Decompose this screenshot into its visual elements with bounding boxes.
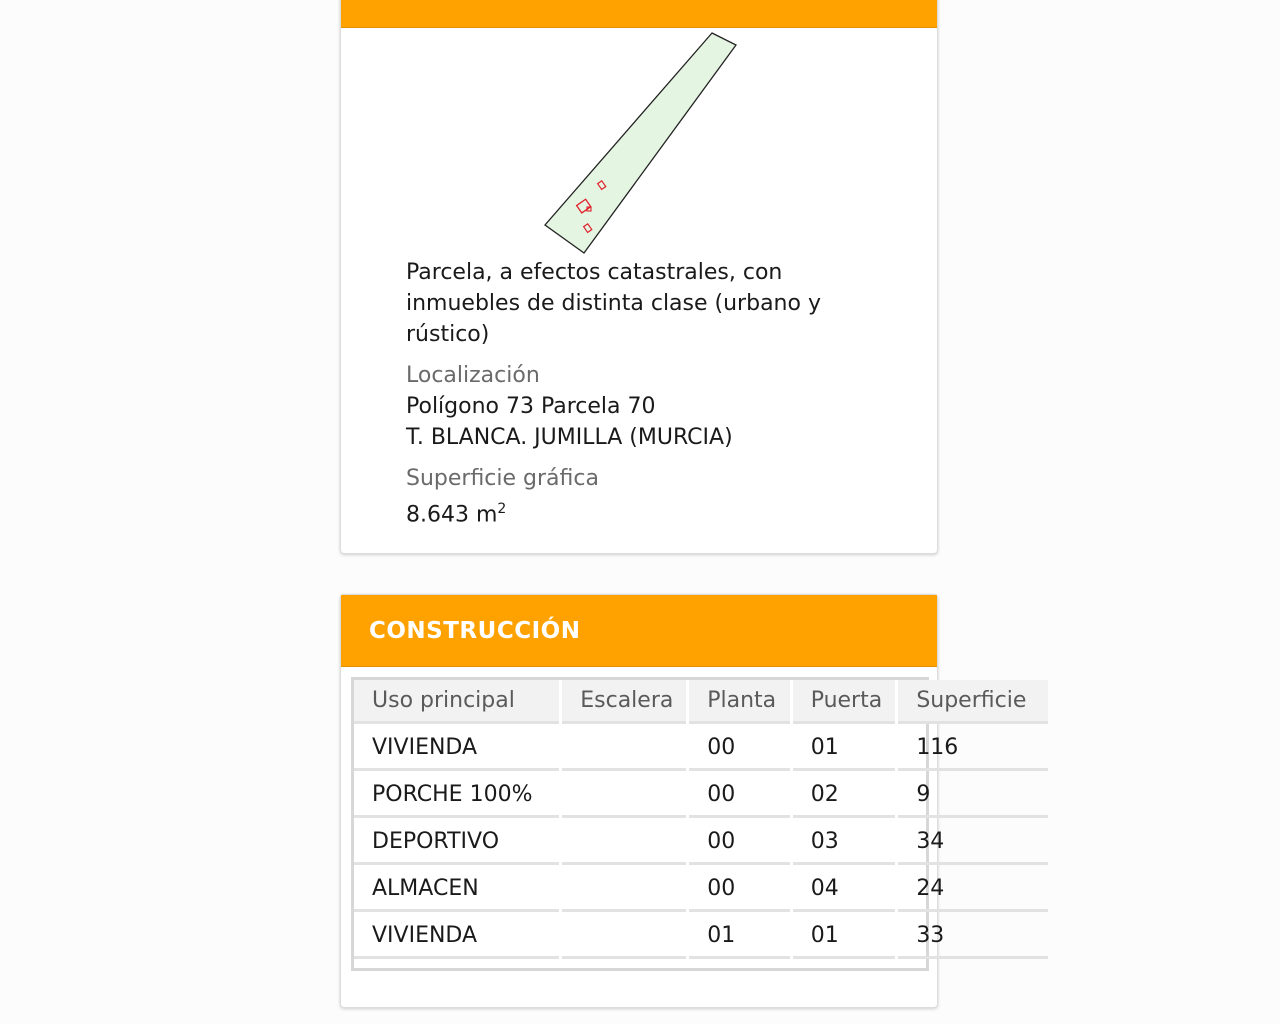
cell-superficie: 116 xyxy=(898,727,1048,771)
cell-puerta: 04 xyxy=(793,868,896,912)
table-row xyxy=(354,774,1048,818)
parcel-info xyxy=(406,257,876,540)
construction-table xyxy=(351,677,1051,962)
cell-puerta: 01 xyxy=(793,915,896,959)
location-value xyxy=(406,391,876,453)
cell-planta: 00 xyxy=(689,727,789,771)
area-label: Superficie gráfica xyxy=(406,466,599,491)
cell-superficie: 9 xyxy=(898,774,1048,818)
parcel-card xyxy=(340,0,938,554)
cell-superficie: 33 xyxy=(898,915,1048,959)
cell-planta: 00 xyxy=(689,868,789,912)
location-label: Localización xyxy=(406,363,540,388)
table-row xyxy=(354,868,1048,912)
cell-uso: VIVIENDA xyxy=(354,727,559,771)
construction-header xyxy=(341,595,937,667)
table-row xyxy=(354,727,1048,771)
cell-uso: VIVIENDA xyxy=(354,915,559,959)
cell-puerta: 03 xyxy=(793,821,896,865)
cell-uso: DEPORTIVO xyxy=(354,821,559,865)
cell-escalera xyxy=(562,774,686,818)
table-header-row xyxy=(354,680,1048,724)
location-line2: T. BLANCA. JUMILLA (MURCIA) xyxy=(406,425,733,450)
col-header-escalera: Escalera xyxy=(562,680,686,724)
col-header-planta: Planta xyxy=(689,680,789,724)
cell-superficie: 24 xyxy=(898,868,1048,912)
construction-table-scroll[interactable] xyxy=(351,677,1027,971)
parcel-description: Parcela, a efectos catastrales, con inmuebles de distinta clase (urbano y rústico) xyxy=(406,260,821,347)
area-number: 8.643 m xyxy=(406,502,498,528)
construction-card xyxy=(340,594,1027,1008)
cell-puerta: 02 xyxy=(793,774,896,818)
cell-uso: ALMACEN xyxy=(354,868,559,912)
cell-planta: 00 xyxy=(689,821,789,865)
location-line1: Polígono 73 Parcela 70 xyxy=(406,394,656,419)
cell-planta: 01 xyxy=(689,915,789,959)
area-unit-exponent: 2 xyxy=(497,501,507,517)
cell-planta: 00 xyxy=(689,774,789,818)
parcel-card-header xyxy=(341,0,937,28)
cell-escalera xyxy=(562,868,686,912)
col-header-superficie: Superficie xyxy=(898,680,1048,724)
col-header-uso: Uso principal xyxy=(354,680,559,724)
cell-escalera xyxy=(562,915,686,959)
cell-puerta: 01 xyxy=(793,727,896,771)
parcel-map[interactable] xyxy=(541,35,741,261)
table-row xyxy=(354,821,1048,865)
cell-superficie: 34 xyxy=(898,821,1048,865)
cell-uso: PORCHE 100% xyxy=(354,774,559,818)
cell-escalera xyxy=(562,727,686,771)
construction-title: CONSTRUCCIÓN xyxy=(369,617,581,644)
area-value xyxy=(406,494,876,530)
parcel-shape xyxy=(545,33,736,253)
table-row xyxy=(354,915,1048,959)
cell-escalera xyxy=(562,821,686,865)
col-header-puerta: Puerta xyxy=(793,680,896,724)
